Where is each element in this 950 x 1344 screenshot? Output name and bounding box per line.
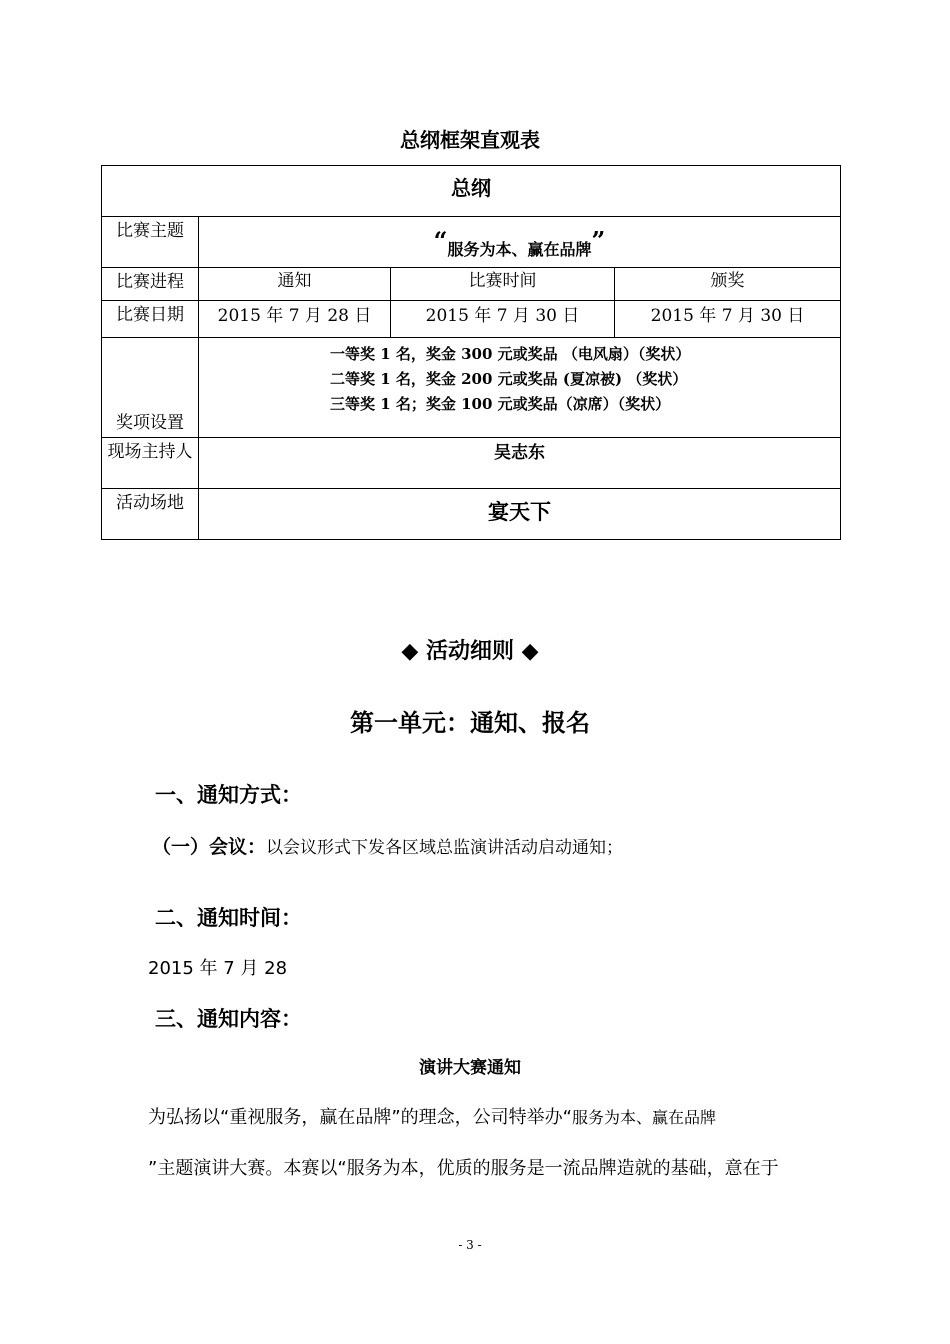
- progress-row: [102, 268, 841, 301]
- theme-label: 比赛主题: [102, 217, 199, 268]
- notice-date: 2015 年 7 月 28: [148, 958, 288, 979]
- prize-list: [199, 338, 841, 438]
- prize-row: [102, 338, 841, 438]
- date-award: 2015 年 7 月 30 日: [615, 301, 841, 338]
- page-number: - 3 -: [458, 1238, 482, 1252]
- host-value: 吴志东: [199, 438, 841, 489]
- date-label: 比赛日期: [102, 301, 199, 338]
- theme-close-quote: ”: [591, 226, 606, 255]
- venue-value: 宴天下: [199, 489, 841, 540]
- theme-row: [102, 217, 841, 268]
- venue-label: 活动场地: [102, 489, 199, 540]
- date-row: [102, 301, 841, 338]
- prize-first: 一等奖 1 名，奖金 300 元或奖品 （电风扇）（奖状）: [330, 345, 691, 363]
- outline-table: [101, 165, 841, 540]
- theme-value: 服务为本、赢在品牌: [447, 240, 592, 259]
- theme-open-quote: “: [433, 226, 448, 255]
- notice-title: 演讲大赛通知: [419, 1058, 521, 1078]
- host-row: [102, 438, 841, 489]
- heading-notice-method: 一、通知方式：: [155, 783, 302, 807]
- progress-match-time: 比赛时间: [391, 268, 615, 301]
- progress-notice: 通知: [199, 268, 391, 301]
- date-notice: 2015 年 7 月 28 日: [199, 301, 391, 338]
- method-item: [152, 832, 623, 859]
- progress-award: 颁奖: [615, 268, 841, 301]
- progress-label: 比赛进程: [102, 268, 199, 301]
- section-title: ◆ 活动细则 ◆: [401, 639, 539, 664]
- prize-third: 三等奖 1 名；奖金 100 元或奖品（凉席）（奖状）: [330, 395, 671, 413]
- theme-cell: [199, 217, 841, 268]
- method-item-text: 以会议形式下发各区域总监演讲活动启动通知；: [266, 838, 624, 858]
- date-match: 2015 年 7 月 30 日: [391, 301, 615, 338]
- venue-row: [102, 489, 841, 540]
- notice-paragraph-line-1: [148, 1103, 716, 1129]
- host-label: 现场主持人: [102, 438, 199, 489]
- para-line1-theme: 服务为本、赢在品牌: [571, 1108, 716, 1127]
- prize-second: 二等奖 1 名，奖金 200 元或奖品 (夏凉被) （奖状）: [330, 370, 688, 388]
- para-line1-text: 为弘扬以“重视服务，赢在品牌”的理念，公司特举办“: [148, 1107, 572, 1128]
- prize-label: 奖项设置: [102, 338, 199, 438]
- notice-paragraph-line-2: ”主题演讲大赛。本赛以“服务为本，优质的服务是一流品牌造就的基础，意在于: [148, 1158, 779, 1179]
- table-header: 总纲: [102, 166, 841, 217]
- unit-title: 第一单元：通知、报名: [350, 709, 590, 737]
- document-title: 总纲框架直观表: [400, 128, 540, 152]
- heading-notice-content: 三、通知内容：: [155, 1007, 302, 1031]
- table-header-row: [102, 166, 841, 217]
- heading-notice-time: 二、通知时间：: [155, 906, 302, 930]
- method-item-label: （一）会议：: [152, 836, 267, 858]
